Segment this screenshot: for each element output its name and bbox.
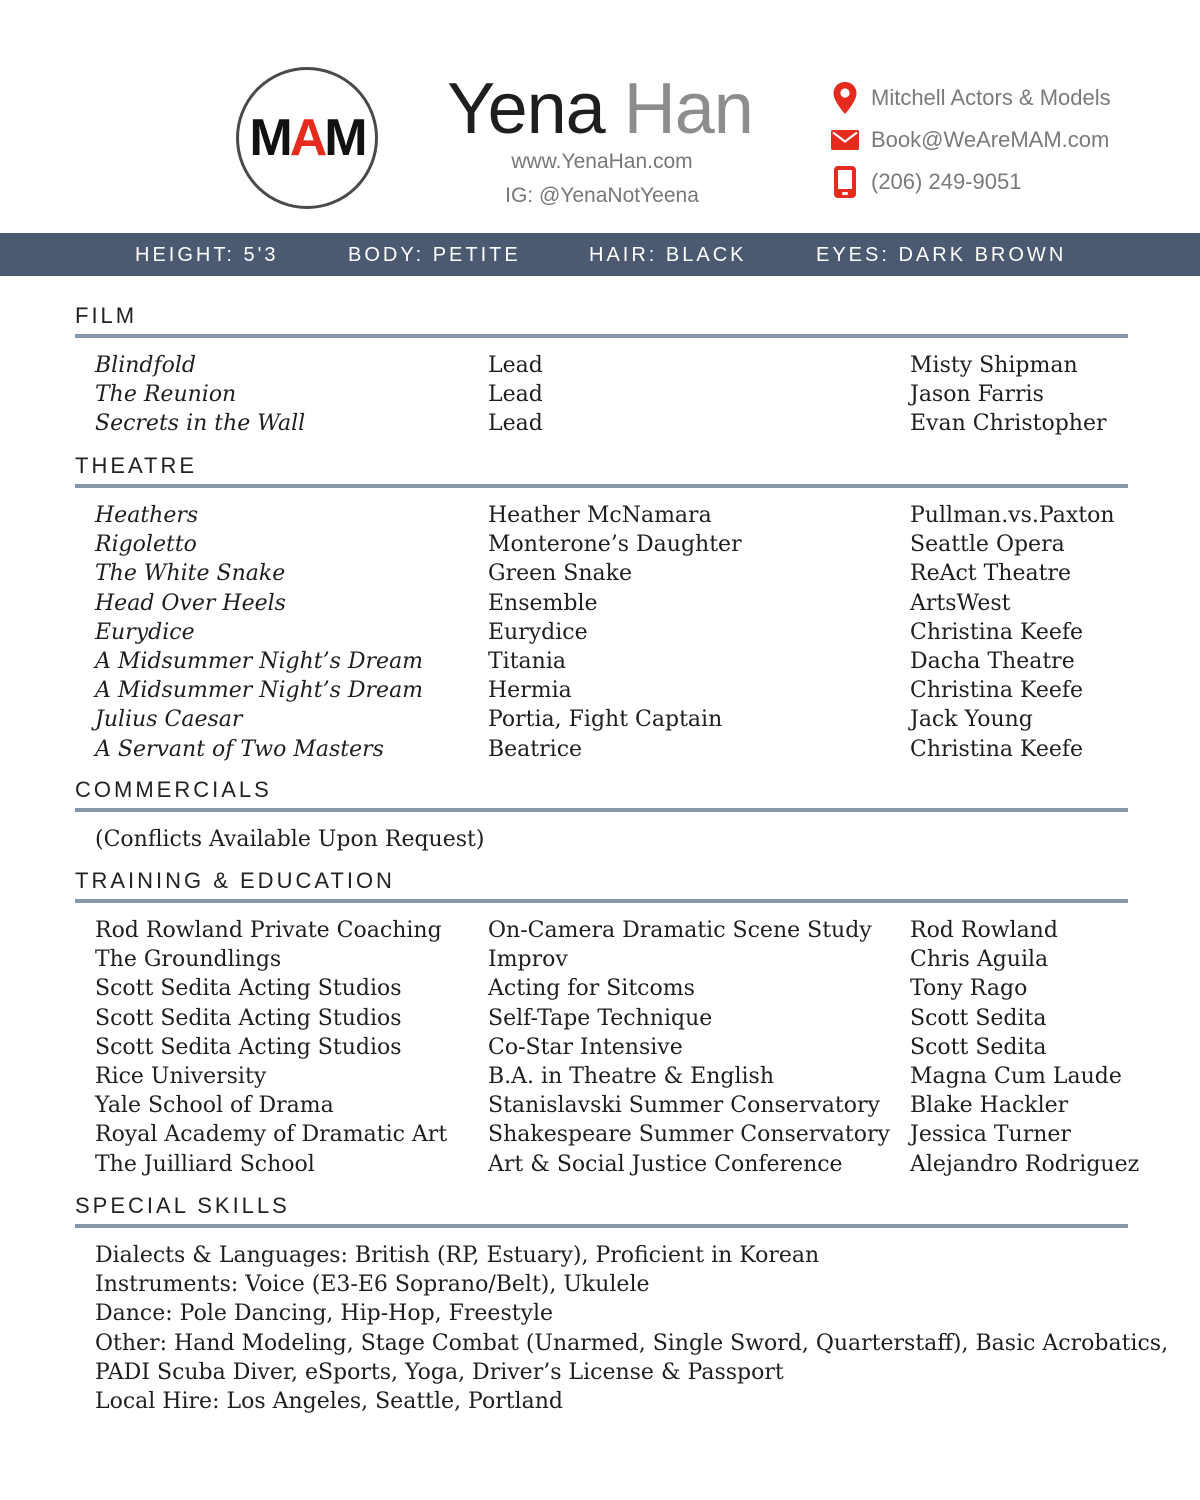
mail-icon xyxy=(830,123,860,157)
credit-role: Self-Tape Technique xyxy=(488,1005,713,1031)
credit-director: Scott Sedita xyxy=(910,1034,1047,1060)
credit-title: Yale School of Drama xyxy=(95,1093,334,1119)
table-row xyxy=(75,974,1128,1003)
credit-title: Scott Sedita Acting Studios xyxy=(95,1034,402,1060)
training-section xyxy=(75,868,1140,1179)
agency-email[interactable]: Book@WeAreMAM.com xyxy=(871,127,1110,152)
section-divider xyxy=(75,899,1128,903)
credit-director: Rod Rowland xyxy=(910,918,1058,943)
film-section xyxy=(75,303,1128,439)
credit-title: Rigoletto xyxy=(95,532,197,558)
section-title: SPECIAL SKILLS xyxy=(75,1193,290,1218)
location-pin-icon xyxy=(830,81,860,115)
credit-role: Hermia xyxy=(488,678,572,704)
phone-icon xyxy=(830,165,860,199)
credits-table xyxy=(75,501,1128,764)
table-row xyxy=(75,1120,1128,1149)
credit-title: A Midsummer Night’s Dream xyxy=(95,648,424,674)
table-row xyxy=(75,501,1128,530)
credit-director: Scott Sedita xyxy=(910,1005,1047,1031)
agency-logo xyxy=(236,67,378,209)
credit-director: Chris Aguila xyxy=(910,947,1049,973)
credit-role: Shakespeare Summer Conservatory xyxy=(488,1122,890,1148)
website-link[interactable]: www.YenaHan.com xyxy=(511,150,693,173)
logo-letter-a: A xyxy=(289,109,325,167)
section-divider xyxy=(75,484,1128,488)
stat-hair: HAIR: BLACK xyxy=(589,244,747,266)
credit-director: Jack Young xyxy=(910,707,1033,733)
credit-title: Secrets in the Wall xyxy=(95,411,306,437)
instagram-handle[interactable]: IG: @YenaNotYeena xyxy=(505,184,699,207)
table-row xyxy=(75,530,1128,559)
credit-role: On-Camera Dramatic Scene Study xyxy=(488,918,872,943)
skills-section xyxy=(75,1193,1169,1416)
credit-role: Ensemble xyxy=(488,590,598,616)
credit-title: The White Snake xyxy=(95,561,286,587)
credit-role: Stanislavski Summer Conservatory xyxy=(488,1093,880,1119)
skills-list xyxy=(75,1241,1169,1416)
section-divider xyxy=(75,334,1128,338)
skill-line: Instruments: Voice (E3-E6 Soprano/Belt), Ukulele xyxy=(95,1272,650,1298)
credit-title: Rice University xyxy=(95,1063,267,1089)
section-title: TRAINING & EDUCATION xyxy=(75,868,395,893)
section-divider xyxy=(75,808,1128,812)
credit-title: Scott Sedita Acting Studios xyxy=(95,976,402,1002)
credit-role: Co-Star Intensive xyxy=(488,1034,683,1060)
credit-title: Royal Academy of Dramatic Art xyxy=(95,1122,448,1148)
agency-name: Mitchell Actors & Models xyxy=(871,85,1111,110)
credit-director: Jessica Turner xyxy=(910,1122,1071,1148)
credit-title: Heathers xyxy=(95,503,199,528)
credit-role: Beatrice xyxy=(488,736,583,762)
last-name: Han xyxy=(623,69,753,149)
credits-table xyxy=(75,351,1128,439)
credit-director: Misty Shipman xyxy=(910,353,1078,378)
credit-title: Head Over Heels xyxy=(95,590,286,616)
credit-director: Tony Rago xyxy=(910,976,1028,1002)
credit-role: Acting for Sitcoms xyxy=(488,976,695,1002)
skill-line: Dance: Pole Dancing, Hip-Hop, Freestyle xyxy=(95,1301,554,1327)
table-row xyxy=(75,705,1128,734)
table-row xyxy=(75,351,1128,380)
credit-role: Lead xyxy=(488,382,543,408)
table-row xyxy=(75,589,1128,618)
credit-director: Dacha Theatre xyxy=(910,648,1075,674)
credit-role: Monterone’s Daughter xyxy=(488,532,742,558)
table-row xyxy=(75,409,1128,438)
stats-bar xyxy=(0,233,1200,276)
credit-role: Portia, Fight Captain xyxy=(488,707,723,733)
table-row xyxy=(75,559,1128,588)
skill-line: Dialects & Languages: British (RP, Estuary), Proficient in Korean xyxy=(95,1243,820,1268)
skill-line: Local Hire: Los Angeles, Seattle, Portland xyxy=(95,1388,563,1414)
stat-body: BODY: PETITE xyxy=(348,244,521,266)
credit-title: Blindfold xyxy=(95,353,196,378)
credit-title: Scott Sedita Acting Studios xyxy=(95,1005,402,1031)
credit-role: Improv xyxy=(488,947,568,973)
table-row xyxy=(75,676,1128,705)
credit-director: Jason Farris xyxy=(910,382,1044,408)
training-table xyxy=(75,916,1140,1179)
credit-role: Eurydice xyxy=(488,619,588,645)
credit-role: Art & Social Justice Conference xyxy=(488,1151,843,1177)
logo-letter-m2: M xyxy=(324,109,365,167)
table-row xyxy=(75,1062,1128,1091)
table-row xyxy=(75,1150,1140,1179)
credit-role: Green Snake xyxy=(488,561,632,587)
commercials-note: (Conflicts Available Upon Request) xyxy=(95,827,485,852)
table-row xyxy=(75,1004,1128,1033)
credit-director: Evan Christopher xyxy=(910,411,1107,437)
table-row xyxy=(75,735,1128,764)
agency-phone[interactable]: (206) 249-9051 xyxy=(871,169,1022,194)
credit-director: Seattle Opera xyxy=(910,532,1065,558)
credit-role: B.A. in Theatre & English xyxy=(488,1063,774,1089)
credit-director: ArtsWest xyxy=(910,590,1011,616)
theatre-section xyxy=(75,453,1128,764)
contact-email[interactable] xyxy=(830,123,1109,157)
section-divider xyxy=(75,1224,1128,1228)
credit-director: Pullman.vs.Paxton xyxy=(910,503,1115,528)
credit-role: Heather McNamara xyxy=(488,503,712,528)
credit-title: The Groundlings xyxy=(95,947,282,973)
stat-eyes: EYES: DARK BROWN xyxy=(816,244,1067,266)
credit-role: Lead xyxy=(488,411,543,437)
credit-role: Lead xyxy=(488,353,543,378)
commercials-section xyxy=(75,777,1128,854)
credit-title: Eurydice xyxy=(95,619,195,645)
section-title: THEATRE xyxy=(75,453,198,478)
skill-line: PADI Scuba Diver, eSports, Yoga, Driver’s License & Passport xyxy=(95,1359,784,1385)
contact-agency xyxy=(830,81,1111,115)
skill-line: Other: Hand Modeling, Stage Combat (Unarmed, Single Sword, Quarterstaff), Basic Acrobatics, xyxy=(95,1330,1169,1356)
contact-phone[interactable] xyxy=(830,165,1021,199)
credit-title: Julius Caesar xyxy=(95,707,243,733)
commercials-list xyxy=(75,825,1128,854)
table-row xyxy=(75,380,1128,409)
credit-title: A Servant of Two Masters xyxy=(95,736,384,762)
credit-title: A Midsummer Night’s Dream xyxy=(95,678,424,704)
credit-director: Christina Keefe xyxy=(910,736,1084,762)
credit-director: Christina Keefe xyxy=(910,619,1084,645)
table-row xyxy=(75,945,1128,974)
credit-director: Blake Hackler xyxy=(910,1093,1069,1119)
table-row xyxy=(75,618,1128,647)
actor-name xyxy=(400,66,800,152)
section-title: FILM xyxy=(75,303,138,328)
first-name: Yena xyxy=(447,69,605,149)
table-row xyxy=(75,1033,1128,1062)
stat-height: HEIGHT: 5'3 xyxy=(135,244,279,266)
section-title: COMMERCIALS xyxy=(75,777,272,802)
credit-director: Christina Keefe xyxy=(910,678,1084,704)
credit-director: ReAct Theatre xyxy=(910,561,1071,587)
table-row xyxy=(75,916,1128,945)
credit-title: Rod Rowland Private Coaching xyxy=(95,918,442,943)
credit-title: The Reunion xyxy=(95,382,237,408)
credit-title: The Juilliard School xyxy=(95,1151,315,1177)
table-row xyxy=(75,1091,1128,1120)
credit-director: Magna Cum Laude xyxy=(910,1063,1122,1089)
table-row xyxy=(75,647,1128,676)
logo-letter-m1: M xyxy=(249,109,290,167)
credit-director: Alejandro Rodriguez xyxy=(910,1151,1140,1177)
credit-role: Titania xyxy=(488,648,566,674)
